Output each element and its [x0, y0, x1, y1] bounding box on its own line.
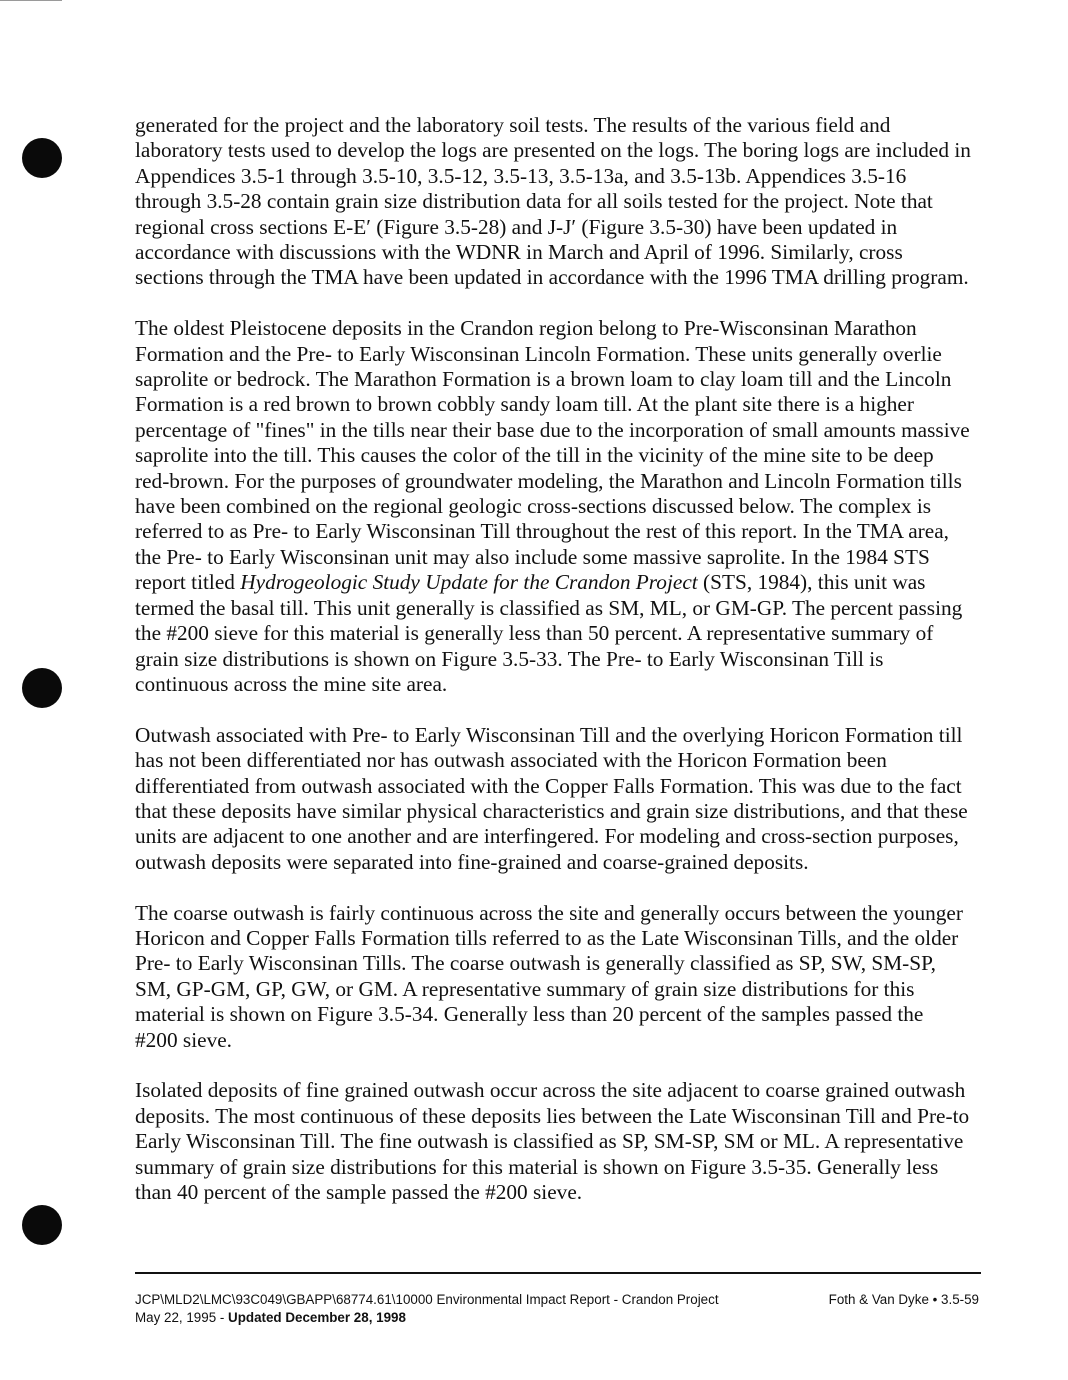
footer-line-1	[135, 1291, 981, 1309]
paragraph-coarse-outwash: The coarse outwash is fairly continuous across the site and generally occurs between the younger Horicon and Copper Falls Formation tills referred to as the Late Wisconsinan Tills, and the older Pre- to Early Wisconsinan Tills. The coarse outwash is generally classified as SP, SW, SM-SP, SM, GP-GM, GP, GW, or GM. A representative summary of grain size distributions for this material is shown on Figure 3.5-34. Generally less than 20 percent of the samples passed the #200 sieve.	[135, 900, 963, 1052]
footer-page-reference: Foth & Van Dyke • 3.5-59	[828, 1292, 979, 1307]
binder-hole-middle	[22, 668, 62, 708]
footer-path-title: JCP\MLD2\LMC\93C049\GBAPP\68774.61\10000 Environmental Impact Report - Crandon Project	[135, 1292, 719, 1307]
footer-date	[135, 1309, 981, 1327]
scan-top-edge-line	[0, 0, 62, 1]
footer-date-updated: Updated December 28, 1998	[228, 1310, 406, 1325]
paragraph-text-after-title: (STS, 1984), this unit was termed the basal till. This unit generally is classified as SM, ML, or GM-GP. The percent passing the #200 sieve for this material is generally less than 50 percent. A representative summary of grain size distributions is shown on Figure 3.5-33. The Pre- to Early Wisconsinan Till is continuous across the mine site area.	[135, 570, 963, 696]
page-footer	[135, 1291, 981, 1327]
paragraph-text-before-title: The oldest Pleistocene deposits in the Crandon region belong to Pre-Wisconsinan Marathon Formation and the Pre- to Early Wisconsinan Lincoln Formation. These units generally overlie saprolite or bedrock. The Marathon Formation is a brown loam to clay loam till and the Lincoln Formation is a red brown to brown cobbly sandy loam till. At the plant site there is a higher percentage of "fines" in the tills near their base due to the incorporation of small amounts massive saprolite into the till. This causes the color of the till in the vicinity of the mine site to be deep red-brown. For the purposes of groundwater modeling, the Marathon and Lincoln Formation tills have been combined on the regional geologic cross-sections discussed below. The complex is referred to as Pre- to Early Wisconsinan Till throughout the rest of this report. In the TMA area, the Pre- to Early Wisconsinan unit may also include some massive saprolite. In the 1984 STS report titled	[135, 316, 970, 595]
footer-divider	[135, 1272, 981, 1274]
paragraph-pleistocene-deposits	[135, 316, 971, 697]
binder-hole-top	[22, 138, 62, 178]
paragraph-boring-logs: generated for the project and the laboratory soil tests. The results of the various field and laboratory tests used to develop the logs are presented on the logs. The boring logs are included in Appendices 3.5-1 through 3.5-10, 3.5-12, 3.5-13, 3.5-13a, and 3.5-13b. Appendices 3.5-16 through 3.5-28 contain grain size distribution data for all soils tested for the project. Note that regional cross sections E-E′ (Figure 3.5-28) and J-J′ (Figure 3.5-30) have been updated in accordance with discussions with the WDNR in March and April of 1996. Similarly, cross sections through the TMA have been updated in accordance with the 1996 TMA drilling program.	[135, 113, 971, 290]
footer-date-original: May 22, 1995 -	[135, 1310, 229, 1325]
report-title: Hydrogeologic Study Update for the Crandon Project	[240, 570, 698, 595]
binder-hole-bottom	[22, 1205, 62, 1245]
document-body	[135, 113, 971, 1231]
paragraph-outwash-association: Outwash associated with Pre- to Early Wisconsinan Till and the overlying Horicon Formation till has not been differentiated nor has outwash associated with the Horicon Formation been differentiated from outwash associated with the Copper Falls Formation. This was due to the fact that these deposits have similar physical characteristics and grain size distributions, and that these units are adjacent to one another and are interfingered. For modeling and cross-section purposes, outwash deposits were separated into fine-grained and coarse-grained deposits.	[135, 722, 968, 874]
paragraph-fine-outwash: Isolated deposits of fine grained outwash occur across the site adjacent to coarse grained outwash deposits. The most continuous of these deposits lies between the Late Wisconsinan Till and Pre-to Early Wisconsinan Till. The fine outwash is classified as SP, SM-SP, SM or ML. A representative summary of grain size distributions for this material is shown on Figure 3.5-35. Generally less than 40 percent of the sample passed the #200 sieve.	[135, 1078, 970, 1204]
